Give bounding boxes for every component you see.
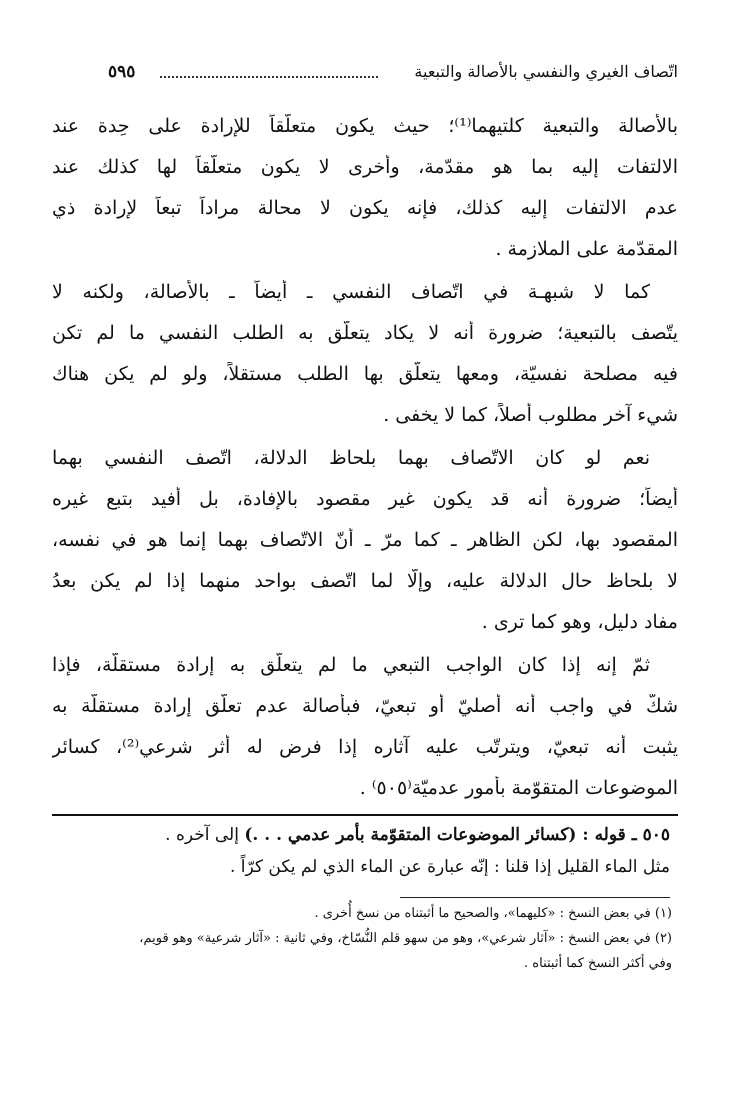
body-line: شكّ في واجب أنه أصليّ أو تبعيّ، فبأصالة عدم تعلّق إرادة مستقلّة به: [52, 695, 678, 717]
header-dotted-leader: [160, 76, 378, 78]
footnote-line: (١) في بعض النسخ : «كليهما»، والصحيح ما أثبتناه من نسخ أُخرى .: [314, 906, 672, 921]
body-line: بالأصالة والتبعية كلتيهما⁽¹⁾؛ حيث يكون متعلّقاً للإرادة على حِدة عند: [52, 115, 678, 137]
body-line: فيه مصلحة نفسيّة، ومعها يتعلّق بها الطلب مستقلاً، ولو لم يكن هناك: [52, 363, 678, 385]
body-line: ثمّ إنه إذا كان الواجب التبعي ما لم يتعلّق به إرادة مستقلّة، فإذا: [52, 654, 650, 676]
commentary-rest: إلى آخره .: [165, 825, 245, 845]
body-line: يتّصف بالتبعية؛ ضرورة أنه لا يكاد يتعلّق به الطلب النفسي ما لم تكن: [52, 322, 678, 344]
commentary-label: ٥٠٥ ـ قوله : (كسائر الموضوعات المتقوّمة بأمر عدمي . . .): [244, 825, 670, 845]
footnote-divider: [400, 897, 670, 898]
header-title: اتّصاف الغيري والنفسي بالأصالة والتبعية: [414, 62, 678, 81]
body-line: شيء آخر مطلوب أصلاً، كما لا يخفى .: [383, 404, 678, 426]
body-line: الموضوعات المتقوّمة بأُمور عدميّة⁽٥٠٥⁾ .: [359, 777, 678, 799]
body-line: مفاد دليل، وهو كما ترى .: [481, 611, 678, 633]
body-line: كما لا شبهـة في اتّصاف النفسي ـ أيضاً ـ بالأصالة، ولكنه لا: [52, 281, 650, 303]
body-line: أيضاً؛ ضرورة أنه قد يكون غير مقصود بالإفادة، بل أُفيد بتبع غيره: [52, 488, 678, 510]
body-line: يثبت أنه تبعيّ، ويترتّب عليه آثاره إذا فرض له أثر شرعي⁽²⁾، كسائر: [52, 736, 678, 758]
body-line: نعم لو كان الاتّصاف بهما بلحاظ الدلالة، اتّصف النفسي بهما: [52, 447, 650, 469]
commentary-line: مثل الماء القليل إذا قلنا : إنّه عبارة عن الماء الذي لم يكن كرّاً .: [229, 857, 670, 877]
section-divider: [52, 814, 678, 816]
commentary-line: [58, 824, 670, 846]
body-line: المقدّمة على الملازمة .: [495, 238, 678, 260]
body-line: لا بلحاظ حال الدلالة عليه، وإلّا لما اتّصف بواحد منهما إذا لم يكن بعدُ: [52, 570, 678, 592]
body-line: الالتفات إليه بما هو مقدّمة، وأُخرى لا يكون متعلّقاً لها كذلك عند: [52, 156, 678, 178]
footnote-line: وفي أكثر النسخ كما أثبتناه .: [524, 956, 672, 971]
page-number: ٥٩٥: [108, 62, 136, 82]
body-line: المقصود بها، لكن الظاهر ـ كما مرّ ـ أنّ الاتّصاف بهما إنما هو في نفسه،: [52, 529, 678, 551]
running-header: [108, 62, 678, 90]
footnote-line: (٢) في بعض النسخ : «آثار شرعي»، وهو من سهو قلم النُّسّاخ، وفي ثانية : «آثار شرعية» وهو قويم،: [139, 931, 672, 946]
body-line: عدم الالتفات إليه كذلك، فإنه يكون لا محالة مراداً تبعاً لإرادة ذي: [52, 197, 678, 219]
